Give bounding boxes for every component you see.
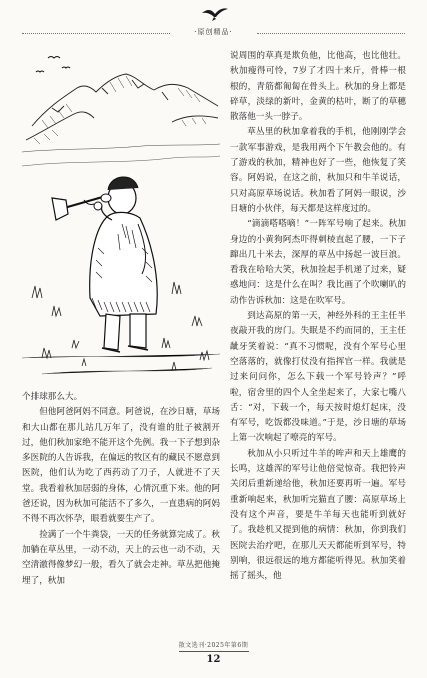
paragraph: 草丛里的秋加拿着我的手机，他刚刚学会一款军事游戏，是我用两个下午教会他的。有了游戏的秋加，精神也好了一些，他恢复了笑容。阿妈说，在这之前，秋加只和牛羊说话，只对高原草场说话。秋加看了阿妈一眼说，沙日塘的小伙伴，每天都是这样度过的。 — [230, 127, 406, 214]
article-left-column — [22, 390, 220, 589]
page-footer — [0, 640, 427, 665]
article-right-column — [230, 49, 406, 584]
page-number: 12 — [206, 654, 221, 665]
paragraph: 秋加从小只听过牛羊的哞声和天上雄鹰的长鸣，这雄浑的军号让他倍觉惊奇。我把铃声关闭后重新递给他，秋加还要再听一遍。军号重新响起来，秋加听完猫直了腰：高原草场上没有这个声音，要是牛羊每天也能听到就好了。我趁机又提到他的病情：秋加，你到我们医院去治疗吧，在那儿天天都能听到军号，特别响，很远很远的地方都能听得见。秋加笑着摇了摇头，他 — [230, 448, 406, 582]
header-rule-right — [257, 33, 405, 34]
section-header — [22, 28, 405, 40]
paragraph: “滴滴嗒嗒嘀！”一阵军号响了起来。秋加身边的小黄狗阿杰吓得刺棱直起了腰，一下子蹿出几十米去，深厚的草丛中扬起一波巨浪。看我在哈哈大笑，秋加捡起手机递了过来，疑惑地问：这是什么在叫？我比画了个吹喇叭的动作告诉秋加：这是在吹军号。 — [230, 219, 406, 306]
paragraph: 捡满了一个牛粪袋，一天的任务就算完成了。秋加躺在草丛里，一动不动，天上的云也一动不动，天空清澈得像梦幻一般，看久了就会走神。草丛把他掩埋了，秋加 — [22, 529, 220, 586]
paragraph: 说周围的草真是欺负他，比他高，也比他壮。秋加瘦得可怜，7岁了才四十来斤，骨棒一根根的，青筋都匍匐在骨头上。秋加的身上都是碎草，淡绿的新叶，金黄的枯叶，断了的草穗散落他一头一脖子。 — [230, 51, 406, 123]
footer-rule — [179, 651, 249, 652]
section-label: ·原创精品· — [194, 28, 233, 36]
journal-issue: 散文选刊·2025年第6期 — [178, 642, 249, 649]
paragraph: 到达高原的第一天，神经外科的王主任半夜敲开我的房门。失眠是不约而同的，王主任龇牙笑着说：“真不习惯呢，没有个军号心里空落落的，就像打仗没有指挥官一样。我就是过来问问你，怎么下载一个军号铃声？”呼啦，宿舍里的四个人全坐起来了，大家七嘴八舌：“对，下载一个，每天按时熄灯起床，没有军号，吃饭都没味道。”于是，沙日塘的草场上第一次响起了嘹亮的军号。 — [230, 311, 406, 444]
paragraph: 但他阿爸阿妈不同意。阿爸说，在沙日塘，草场和大山都在那儿站几万年了，没有谁的肚子被割开过，他们秋加家绝不能开这个先例。我一下子想到杂多医院的人告诉我，在偏远的牧区有的藏民不愿意到医院，他们认为吃了西药动了刀子，人就进不了天堂。我看着秋加居弱的身体，心情沉重下来。他的阿爸还说，因为秋加可能活不了多久，一直患病的阿妈不得不再次怀孕，眼看就要生产了。 — [22, 407, 220, 525]
flying-bird-icon — [200, 4, 230, 24]
paragraph: 个排球那么大。 — [22, 392, 83, 402]
bugle-boy-illustration — [22, 48, 220, 388]
